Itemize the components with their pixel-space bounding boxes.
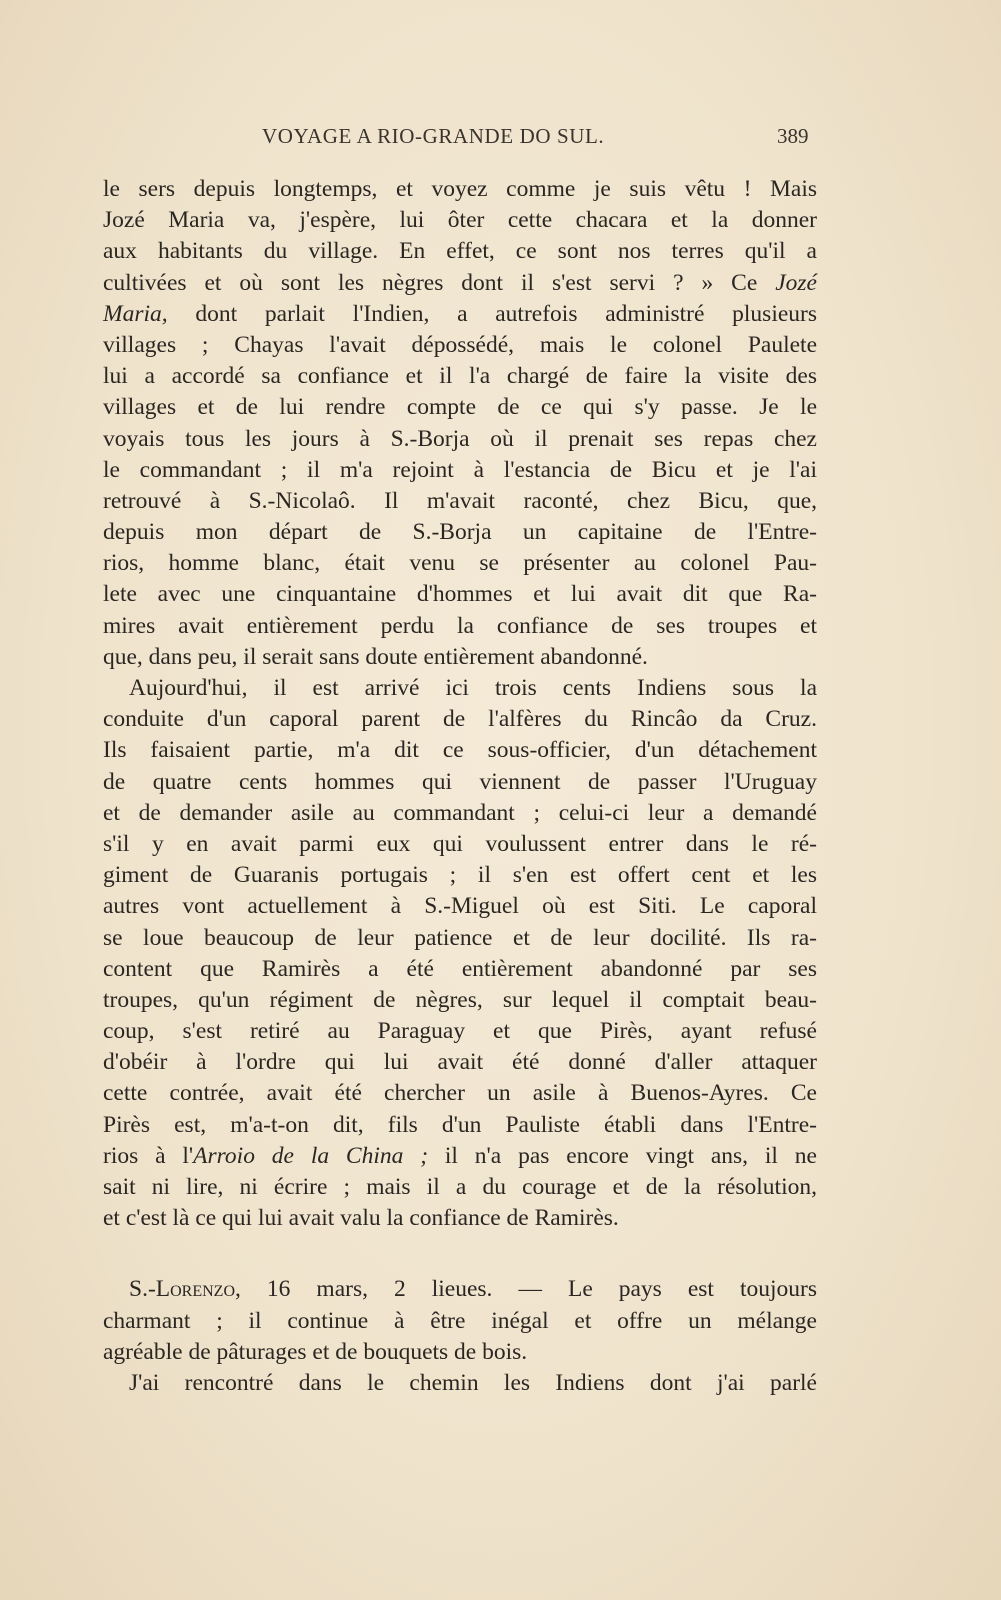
text-line: le commandant ; il m'a rejoint à l'estancia de Bicu et je l'ai	[103, 456, 817, 483]
text-line: aux habitants du village. En effet, ce sont nos terres qu'il a	[103, 238, 817, 265]
text-run: dont parlait l'Indien, a autrefois administré plusieurs	[195, 300, 817, 327]
running-header	[0, 124, 1001, 154]
text-line: mires avait entièrement perdu la confiance de ses troupes et	[103, 612, 817, 639]
text-line	[103, 1141, 817, 1172]
text-line: charmant ; il continue à être inégal et offre un mélange	[103, 1307, 817, 1334]
text-run: cultivées et où sont les nègres dont il s'est servi ? » Ce	[103, 269, 758, 296]
text-line: Jozé Maria va, j'espère, lui ôter cette chacara et la donner	[103, 207, 817, 234]
text-line: coup, s'est retiré au Paraguay et que Pirès, ayant refusé	[103, 1018, 817, 1045]
text-line: J'ai rencontré dans le chemin les Indiens dont j'ai parlé	[129, 1369, 817, 1396]
text-line: autres vont actuellement à S.-Miguel où est Siti. Le caporal	[103, 893, 817, 920]
italic-place-name: Arroio de la China ;	[193, 1142, 429, 1169]
text-line: Aujourd'hui, il est arrivé ici trois cents Indiens sous la	[129, 675, 817, 701]
text-line: agréable de pâturages et de bouquets de bois.	[103, 1338, 528, 1365]
text-line: s'il y en avait parmi eux qui voulussent entrer dans le ré-	[103, 830, 817, 857]
text-line: conduite d'un caporal parent de l'alfères du Rincâo da Cruz.	[103, 706, 817, 733]
text-line: le sers depuis longtemps, et voyez comme je suis vêtu ! Mais	[103, 176, 817, 202]
text-line: retrouvé à S.-Nicolaô. Il m'avait raconté, chez Bicu, que,	[103, 487, 817, 514]
text-line	[103, 268, 817, 299]
text-line	[103, 1274, 817, 1305]
text-run: il n'a pas encore vingt ans, il ne	[428, 1142, 817, 1169]
text-line: lui a accordé sa confiance et il l'a chargé de faire la visite des	[103, 363, 817, 390]
text-line: content que Ramirès a été entièrement abandonné par ses	[103, 955, 817, 982]
text-line: de quatre cents hommes qui viennent de passer l'Uruguay	[103, 768, 817, 795]
text-line: et de demander asile au commandant ; celui-ci leur a demandé	[103, 799, 817, 826]
text-run: 16 mars, 2 lieues. — Le pays est toujours	[240, 1276, 817, 1303]
text-line: et c'est là ce qui lui avait valu la confiance de Ramirès.	[103, 1205, 619, 1232]
section-gap	[103, 1234, 817, 1274]
text-line: sait ni lire, ni écrire ; mais il a du courage et de la résolution,	[103, 1174, 817, 1200]
italic-name: Jozé	[775, 269, 817, 296]
page-number: 389	[777, 124, 809, 148]
text-line: d'obéir à l'ordre qui lui avait été donné d'aller attaquer	[103, 1049, 817, 1076]
paragraph	[103, 1368, 817, 1399]
text-line: giment de Guaranis portugais ; il s'en est offert cent et les	[103, 862, 817, 889]
paragraph	[103, 174, 817, 673]
place-heading: S.-Lorenzo,	[129, 1276, 241, 1303]
text-line: Ils faisaient partie, m'a dit ce sous-officier, d'un détachement	[103, 737, 817, 764]
text-line	[103, 299, 817, 330]
text-line: villages ; Chayas l'avait dépossédé, mais le colonel Paulete	[103, 331, 817, 358]
italic-name: Maria,	[103, 300, 168, 327]
running-title: VOYAGE A RIO-GRANDE DO SUL.	[262, 124, 605, 148]
body-text	[103, 174, 817, 1399]
text-line: troupes, qu'un régiment de nègres, sur lequel il comptait beau-	[103, 986, 817, 1013]
text-line: rios, homme blanc, était venu se présenter au colonel Pau-	[103, 550, 817, 577]
text-line: voyais tous les jours à S.-Borja où il prenait ses repas chez	[103, 425, 817, 452]
paragraph	[103, 673, 817, 1234]
text-line: villages et de lui rendre compte de ce qui s'y passe. Je le	[103, 394, 817, 421]
text-line: depuis mon départ de S.-Borja un capitaine de l'Entre-	[103, 519, 817, 546]
text-line: cette contrée, avait été chercher un asile à Buenos-Ayres. Ce	[103, 1080, 817, 1107]
text-line: se loue beaucoup de leur patience et de leur docilité. Ils ra-	[103, 924, 817, 951]
text-line: Pirès est, m'a-t-on dit, fils d'un Pauliste établi dans l'Entre-	[103, 1111, 817, 1138]
paragraph	[103, 1274, 817, 1368]
text-run: rios à l'	[103, 1142, 194, 1169]
text-line: lete avec une cinquantaine d'hommes et lui avait dit que Ra-	[103, 581, 817, 608]
text-line: que, dans peu, il serait sans doute entièrement abandonné.	[103, 643, 648, 670]
